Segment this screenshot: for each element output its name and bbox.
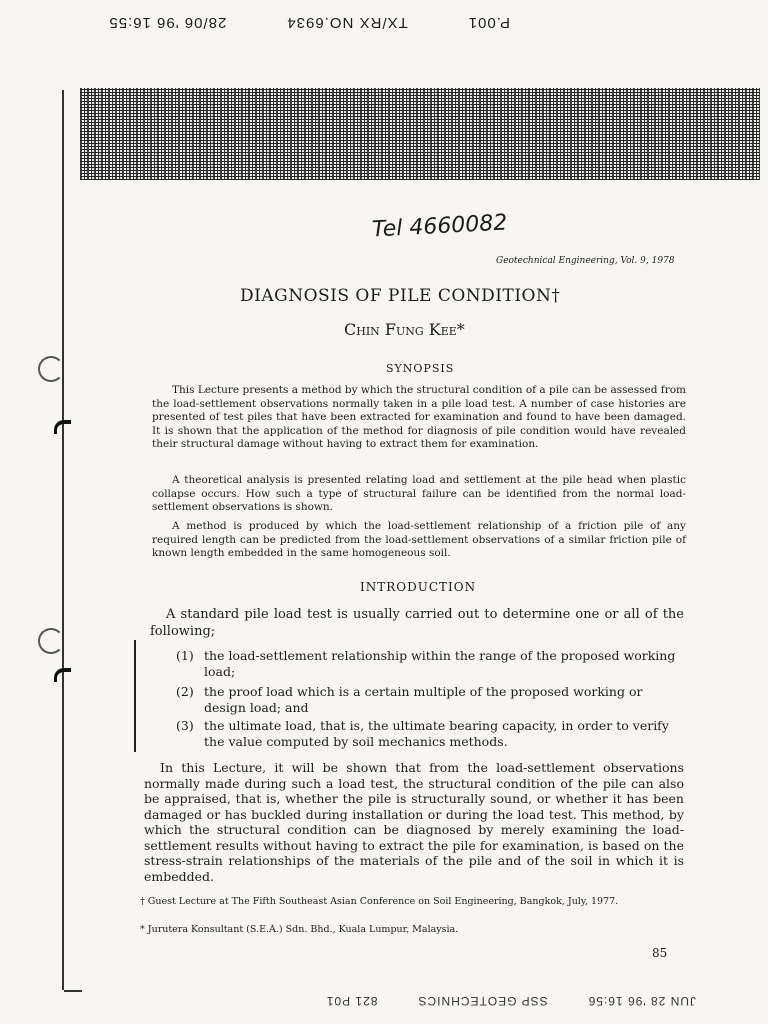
synopsis-heading: SYNOPSIS [386, 362, 455, 375]
binder-clip-icon [54, 668, 71, 682]
page-left-edge [62, 90, 64, 990]
list-item-text: the load-settlement relationship within the range of the proposed working load; [204, 648, 676, 679]
binder-clip-icon [54, 420, 71, 434]
fax-page: P.001 [467, 14, 510, 31]
binder-hole-icon [38, 356, 64, 382]
fax-datetime: 28/06 '96 16:55 [108, 14, 227, 31]
handwritten-phone: Tel 4660082 [371, 210, 508, 243]
journal-citation: Geotechnical Engineering, Vol. 9, 1978 [496, 256, 675, 266]
list-item-number: (3) [176, 718, 194, 733]
list-item [176, 648, 686, 680]
paper-author: Chin Fung Kee* [344, 320, 465, 339]
scan-noise-band [80, 88, 760, 180]
fax-footer-sender: SSP GEOTECHNICS [417, 994, 548, 1008]
introduction-lead: A standard pile load test is usually carried out to determine one or all of the following; [150, 607, 684, 639]
fax-footer [176, 994, 696, 1008]
list-item-number: (1) [176, 648, 194, 663]
list-item-text: the proof load which is a certain multiple of the proposed working or design load; and [204, 684, 643, 715]
list-item [176, 684, 686, 716]
footnote: † Guest Lecture at The Fifth Southeast Asian Conference on Soil Engineering, Bangkok, July, 1977. [140, 896, 619, 907]
list-item [176, 718, 686, 750]
introduction-body: In this Lecture, it will be shown that from the load-settlement observations normally made during such a load test, the structural condition of the pile can also be appraised, that is, whether the pile is structurally sound, or whether it has been damaged or has buckled during installation or during the load test. This method, by which the structural condition can be diagnosed by merely examining the load-settlement results without having to extract the pile for examination, is based on the stress-strain relationships of the materials of the pile and of the soil in which it is embedded. [144, 760, 684, 884]
page-left-edge-foot [64, 990, 82, 992]
binder-hole-icon [38, 628, 64, 654]
list-item-number: (2) [176, 684, 194, 699]
synopsis-paragraph: This Lecture presents a method by which the structural condition of a pile can be assessed from the load-settlement observations normally taken in a pile load test. A number of case histories are presented of test piles that have been extracted for examination and found to have been damaged. It is shown that the application of the method for diagnosis of pile condition would have revealed their structural damage without having to extract them for examination. [152, 384, 686, 450]
list-bracket [134, 640, 136, 752]
synopsis-paragraph: A theoretical analysis is presented relating load and settlement at the pile head when plastic collapse occurs. How such a type of structural failure can be identified from the normal load-settlement observations is shown. [152, 474, 686, 513]
fax-footer-page: 821 P01 [325, 994, 378, 1008]
fax-number: TX/RX NO.6934 [286, 14, 408, 31]
page-number: 85 [652, 946, 668, 960]
footnote: * Jurutera Konsultant (S.E.A.) Sdn. Bhd., Kuala Lumpur, Malaysia. [140, 924, 459, 935]
paper-title: DIAGNOSIS OF PILE CONDITION† [240, 286, 561, 306]
fax-footer-date: JUN 28 '96 16:56 [587, 994, 696, 1008]
list-item-text: the ultimate load, that is, the ultimate bearing capacity, in order to verify the value computed by soil mechanics methods. [204, 718, 669, 749]
fax-header [110, 14, 510, 31]
synopsis-paragraph: A method is produced by which the load-settlement relationship of a friction pile of any required length can be predicted from the load-settlement observations of a similar friction pile of known length embedded in the same homogeneous soil. [152, 520, 686, 559]
introduction-heading: INTRODUCTION [360, 580, 477, 594]
